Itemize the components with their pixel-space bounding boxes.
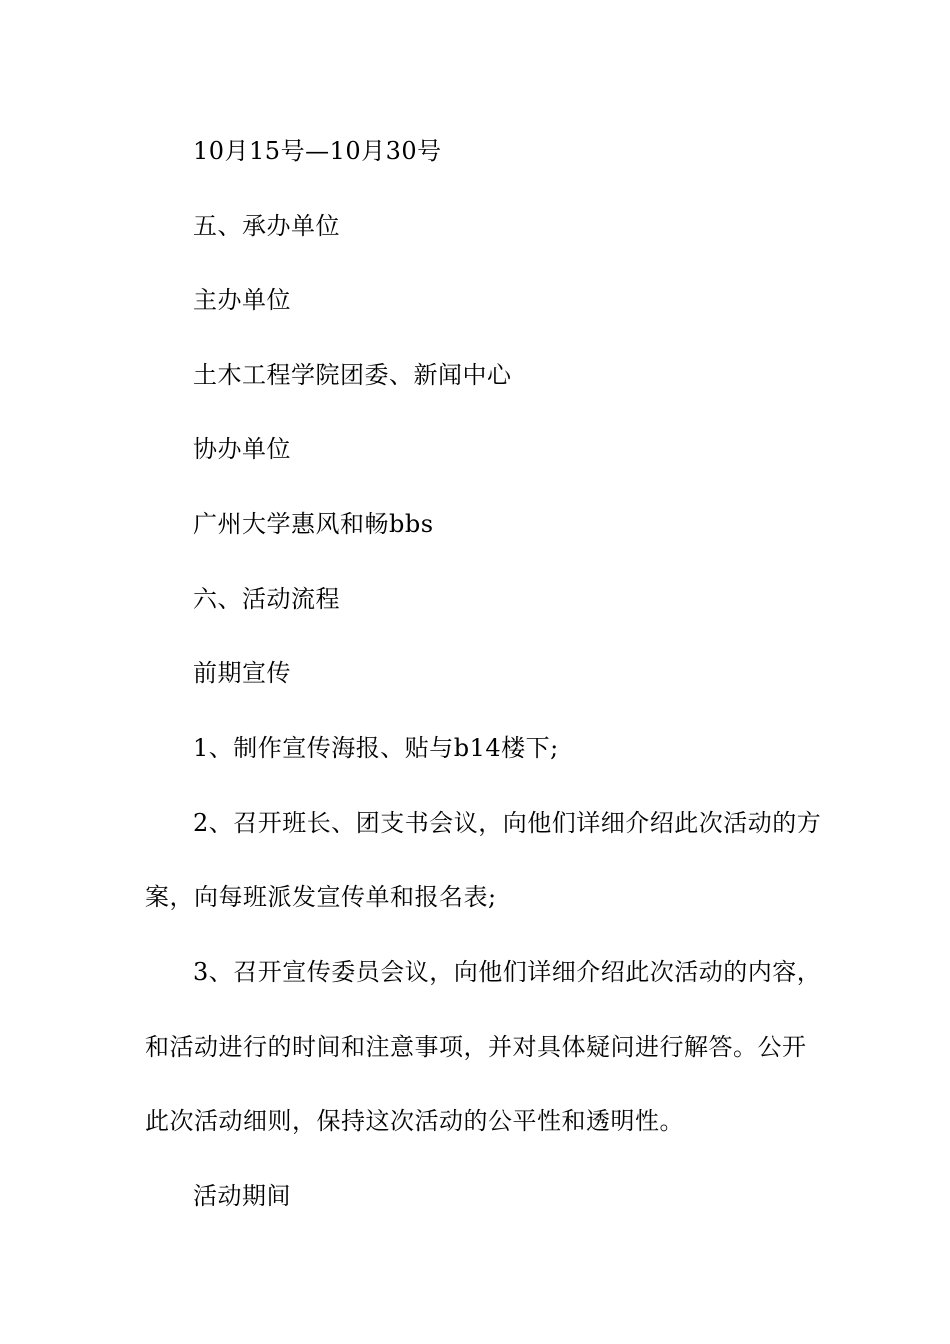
co-organizer-label: 协办单位 (193, 435, 291, 463)
list-item-2-line-1: 2、召开班长、团支书会议，向他们详细介绍此次活动的方 (193, 809, 822, 837)
list-item-3-line-1: 3、召开宣传委员会议，向他们详细介绍此次活动的内容， (193, 958, 822, 986)
section-heading-organizer: 五、承办单位 (193, 212, 340, 240)
list-item-3-line-3: 此次活动细则，保持这次活动的公平性和透明性。 (145, 1107, 684, 1135)
list-item-1: 1、制作宣传海报、贴与b14楼下; (193, 734, 559, 762)
section-heading-process: 六、活动流程 (193, 585, 340, 613)
host-value: 土木工程学院团委、新闻中心 (193, 361, 512, 389)
co-organizer-value: 广州大学惠风和畅bbs (193, 510, 434, 538)
subheading-promotion: 前期宣传 (193, 659, 291, 687)
subheading-during-activity: 活动期间 (193, 1182, 291, 1210)
list-item-3-line-2: 和活动进行的时间和注意事项，并对具体疑问进行解答。公开 (145, 1033, 807, 1061)
date-range-line: 10月15号—10月30号 (193, 137, 442, 165)
list-item-2-line-2: 案，向每班派发宣传单和报名表; (145, 883, 497, 911)
host-label: 主办单位 (193, 286, 291, 314)
